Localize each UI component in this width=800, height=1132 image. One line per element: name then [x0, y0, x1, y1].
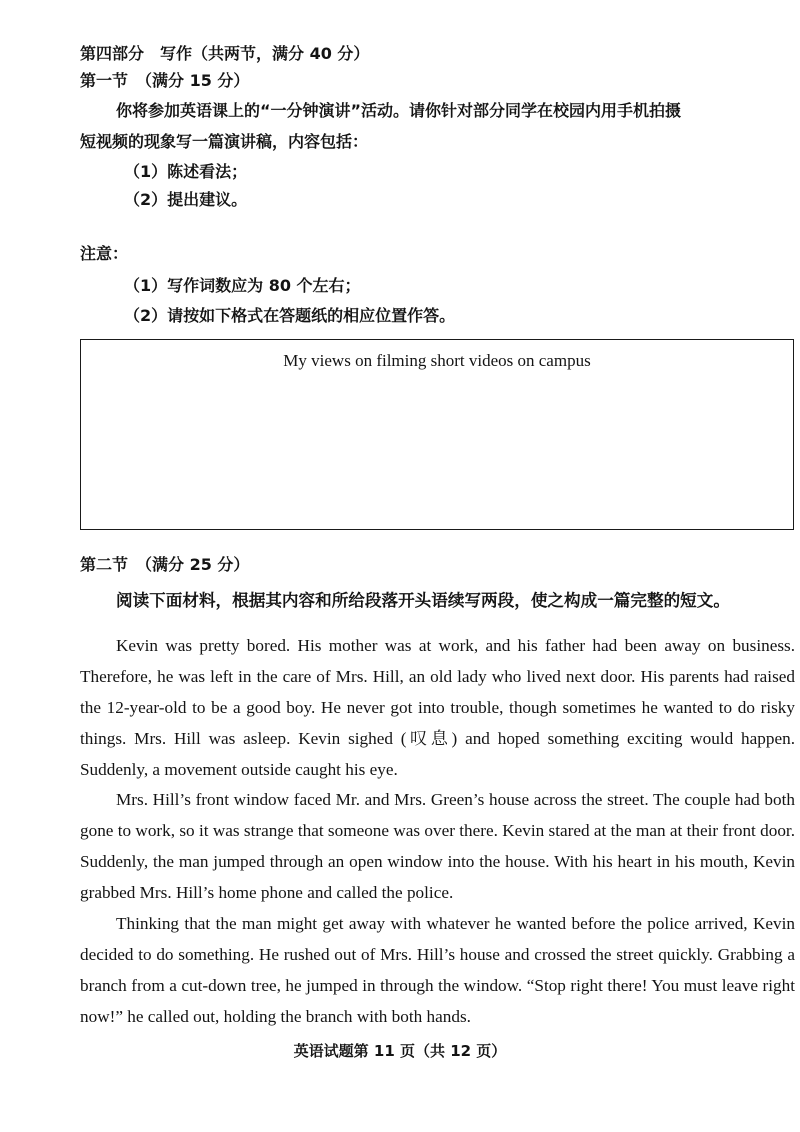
- section2-heading: 第二节 （满分 25 分）: [80, 555, 250, 574]
- page-footer: 英语试题第 11 页（共 12 页）: [293, 1042, 507, 1060]
- content-item-2: （2）提出建议。: [124, 190, 248, 209]
- story-paragraph-3: Thinking that the man might get away with whatever he wanted before the police arrived, Kevin decided to do something. He rushed out of Mrs. Hill’s house and crossed the street quickly. Grabbing a branch from a cut-down tree, he jumped in through the window. “Stop right there! You must leave right now!” he called out, holding the branch with both hands.: [80, 914, 795, 1026]
- section1-heading: 第一节 （满分 15 分）: [80, 71, 250, 90]
- story-paragraph-2: Mrs. Hill’s front window faced Mr. and Mrs. Green’s house across the street. The couple had both gone to work, so it was strange that someone was over there. Kevin stared at the man at their front door. Suddenly, the man jumped through an open window into the house. With his heart in his mouth, Kevin grabbed Mrs. Hill’s home phone and called the police.: [80, 790, 795, 902]
- note-item-2: （2）请按如下格式在答题纸的相应位置作答。: [124, 306, 456, 325]
- section2-instruction: 阅读下面材料，根据其内容和所给段落开头语续写两段，使之构成一篇完整的短文。: [116, 591, 730, 610]
- note-item-1: （1）写作词数应为 80 个左右；: [124, 276, 361, 295]
- section1-instruction-line1: 你将参加英语课上的“一分钟演讲”活动。请你针对部分同学在校园内用手机拍摄: [116, 101, 682, 120]
- story-paragraph-1: Kevin was pretty bored. His mother was at work, and his father had been away on business. Therefore, he was left in the care of Mrs. Hill, an old lady who lived next door. His parents had raised the 12-year-old to be a good boy. He never got into trouble, though sometimes he wanted to do risky things. Mrs. Hill was asleep. Kevin sighed (叹息) and hoped something exciting would happen. Suddenly, a movement outside caught his eye.: [80, 636, 795, 779]
- answer-format-box: [80, 339, 794, 530]
- notes-label: 注意：: [80, 244, 129, 263]
- content-item-1: （1）陈述看法；: [124, 162, 248, 181]
- answer-box-title: My views on filming short videos on campus: [283, 351, 591, 370]
- section1-instruction-line2: 短视频的现象写一篇演讲稿，内容包括：: [80, 132, 369, 151]
- part-heading: 第四部分 写作（共两节，满分 40 分）: [80, 44, 370, 63]
